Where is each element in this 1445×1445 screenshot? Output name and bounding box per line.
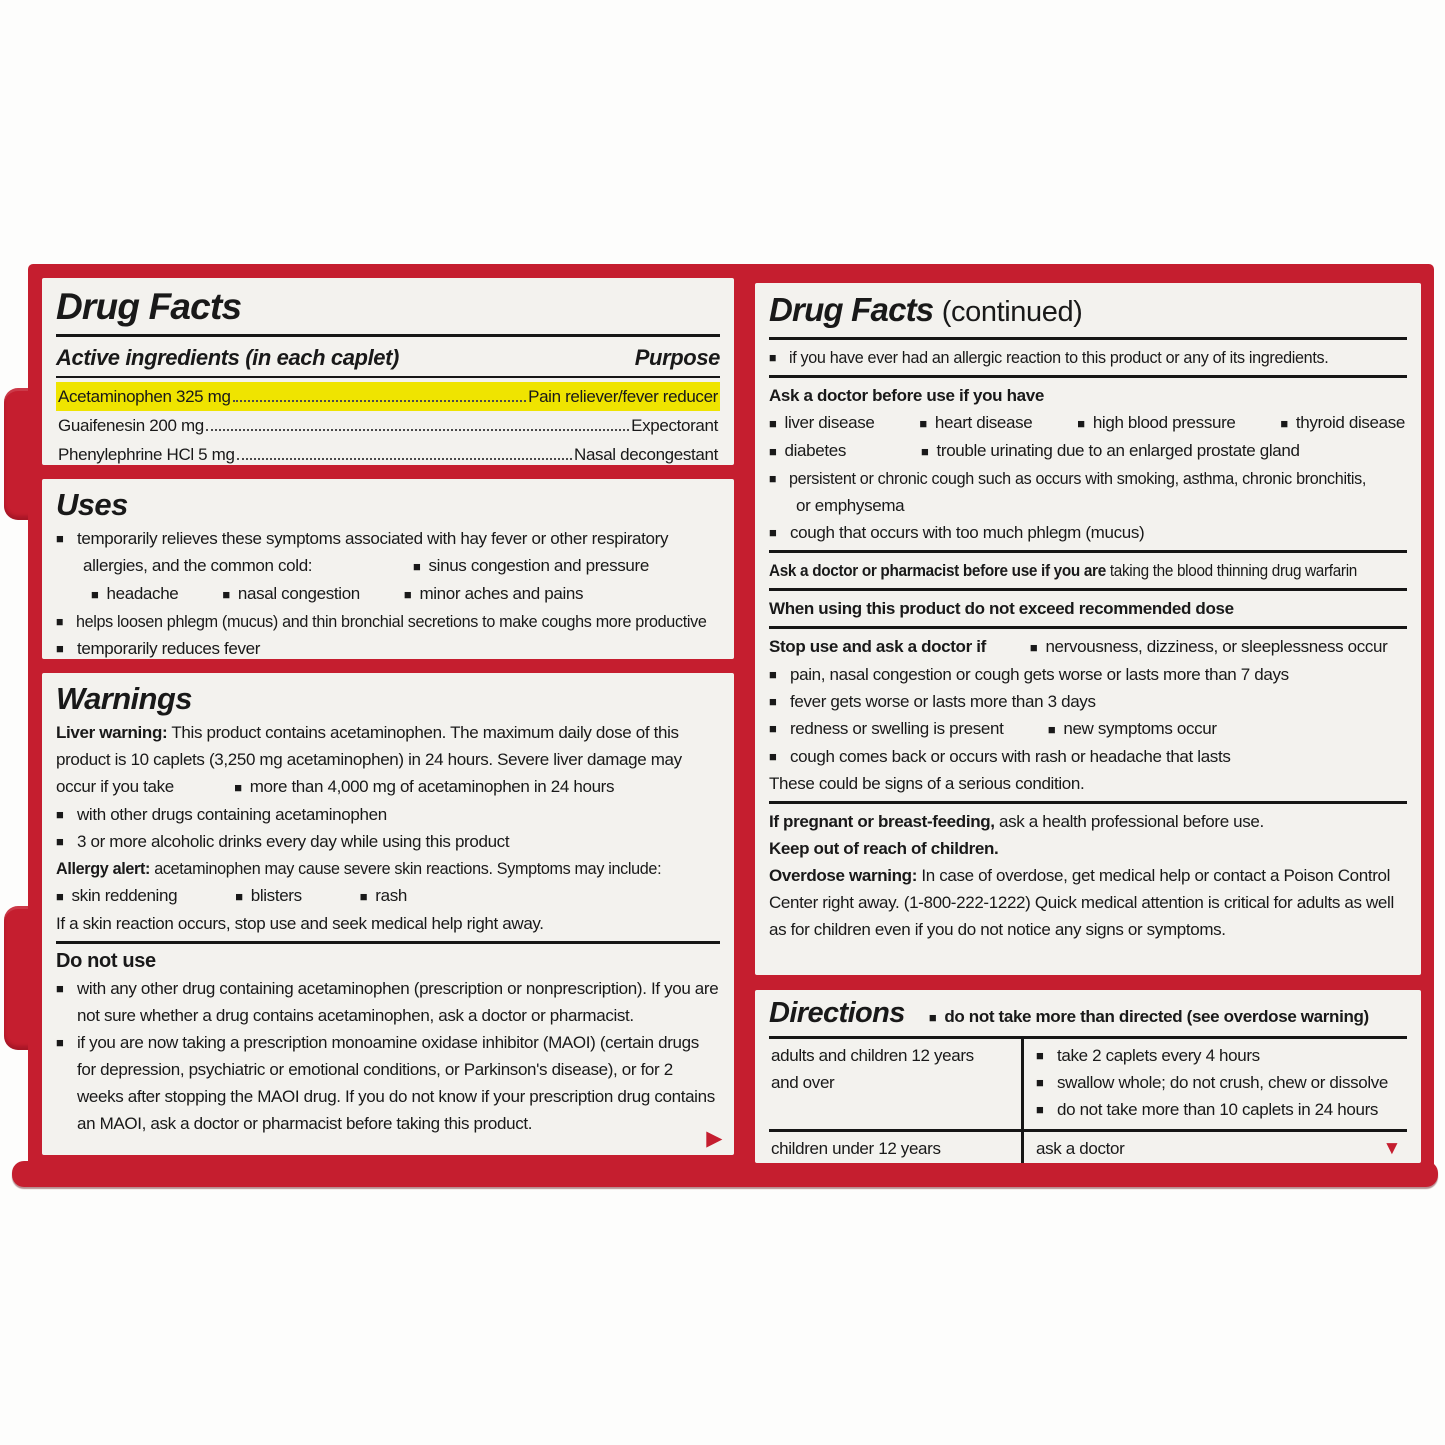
liver-warning-lead: Liver warning:: [56, 723, 168, 742]
symptom-item: ■ blisters: [235, 882, 302, 910]
overdose-warning-paragraph: Overdose warning: In case of overdose, get medical help or contact a Poison Control Center right away. (1-800-222-1222) Quick medical attention is critical for adults as well as for children even if you do not notice any signs or symptoms.: [769, 866, 1394, 939]
do-not-use-heading: Do not use: [56, 950, 156, 972]
stop-use-line: [769, 633, 1407, 661]
skin-reaction-note: If a skin reaction occurs, stop use and seek medical help right away.: [56, 914, 544, 933]
condition-item: ■ thyroid disease: [1280, 409, 1405, 437]
condition-item: ■ diabetes: [769, 437, 921, 465]
condition-item: ■ high blood pressure: [1077, 409, 1235, 437]
directions-table: [769, 1036, 1407, 1163]
ingredient-row-phenylephrine: [56, 440, 720, 465]
liver-warning-paragraph: Liver warning: This product contains acetaminophen. The maximum daily dose of this product is 10 caplets (3,250 mg acetaminophen) in 24 hours. Severe liver damage may: [56, 723, 682, 769]
uses-subitem: ■ headache: [91, 580, 178, 608]
warning-subitem: ■ more than 4,000 mg of acetaminophen in 24 hours: [234, 773, 614, 801]
stop-use-item: ■ new symptoms occur: [1048, 715, 1217, 743]
uses-item: ■ temporarily reduces fever: [56, 635, 720, 659]
uses-subitem: ■ nasal congestion: [222, 580, 360, 608]
stop-use-item: ■ redness or swelling is present ■ new symptoms occur: [769, 715, 1407, 743]
condition-row: [769, 437, 1407, 465]
directions-note: ■ do not take more than directed (see overdose warning): [929, 1003, 1369, 1031]
box-bottom-lip: [12, 1161, 1438, 1187]
condition-item: ■ heart disease: [919, 409, 1032, 437]
divider: [769, 337, 1407, 340]
symptom-item: ■ rash: [360, 882, 407, 910]
continued-label: (continued): [941, 296, 1083, 328]
section-active-ingredients: [42, 278, 734, 465]
pregnant-line: If pregnant or breast-feeding, ask a health professional before use.: [769, 812, 1264, 831]
stop-use-item: ■ pain, nasal congestion or cough gets worse or lasts more than 7 days: [769, 661, 1407, 688]
dotted-leader: [206, 429, 629, 431]
divider: [56, 376, 720, 378]
dosage-instructions: [1021, 1039, 1407, 1129]
right-column: [755, 283, 1421, 1163]
divider: [56, 941, 720, 944]
section-uses: [42, 479, 734, 659]
uses-subitem: ■ sinus congestion and pressure: [413, 552, 649, 580]
directions-row-adults: [769, 1039, 1407, 1129]
uses-item: ■ temporarily relieves these symptoms associated with hay fever or other respiratory: [56, 525, 720, 552]
dosage-group: adults and children 12 years and over: [771, 1046, 974, 1092]
liver-warning-inline-item: occur if you take ■ more than 4,000 mg of acetaminophen in 24 hours: [56, 773, 720, 801]
drug-facts-title: Drug Facts: [56, 286, 242, 327]
symptom-row: [56, 882, 720, 910]
more-below-arrow-icon: ▼: [1382, 1138, 1401, 1159]
condition-item: ■ cough that occurs with too much phlegm (mucus): [769, 519, 1407, 546]
left-column: [42, 278, 734, 1155]
active-ingredients-header: [56, 341, 720, 374]
dosage-item: ■ take 2 caplets every 4 hours: [1036, 1042, 1401, 1069]
divider: [769, 375, 1407, 378]
divider: [769, 626, 1407, 629]
condition-row: [769, 409, 1407, 437]
when-using-heading: When using this product do not exceed recommended dose: [769, 599, 1234, 618]
condition-item: ■ liver disease: [769, 409, 874, 437]
drug-facts-label-panel: [28, 264, 1434, 1176]
dosage-item: ■ do not take more than 10 caplets in 24 hours: [1036, 1096, 1401, 1123]
allergic-reaction-item: ■ if you have ever had an allergic reaction to this product or any of its ingredients.: [769, 344, 1375, 371]
stop-use-item: ■ fever gets worse or lasts more than 3 days: [769, 688, 1407, 715]
section-directions: [755, 990, 1421, 1163]
purpose-heading: Purpose: [634, 345, 720, 370]
overdose-warning-lead: Overdose warning:: [769, 866, 918, 885]
uses-item: ■ helps loosen phlegm (mucus) and thin bronchial secretions to make coughs more productive: [56, 608, 687, 635]
active-ingredients-heading: Active ingredients (in each caplet): [56, 345, 399, 370]
divider: [769, 588, 1407, 591]
uses-item-continuation: allergies, and the common cold: ■ sinus congestion and pressure: [56, 552, 720, 580]
warning-item: ■ 3 or more alcoholic drinks every day while using this product: [56, 828, 720, 855]
do-not-use-item: ■ with any other drug containing acetaminophen (prescription or nonprescription). If you are not sure whether a drug contains acetaminophen, ask a doctor or pharmacist.: [56, 975, 720, 1029]
stop-use-inline-item: ■ nervousness, dizziness, or sleeplessness occur: [1030, 633, 1388, 661]
dotted-leader: [233, 400, 527, 402]
condition-item-continuation: or emphysema: [796, 496, 905, 515]
condition-item: ■ persistent or chronic cough such as occurs with smoking, asthma, chronic bronchitis,: [769, 465, 1375, 492]
divider: [769, 550, 1407, 553]
ingredient-row-guaifenesin: [56, 411, 720, 440]
divider: [769, 801, 1407, 804]
continue-arrow-icon: ▶: [706, 1127, 722, 1150]
serious-condition-note: These could be signs of a serious condition.: [769, 774, 1085, 793]
ingredient-name: Guaifenesin 200 mg: [58, 416, 204, 435]
dosage-group: children under 12 years: [771, 1139, 941, 1158]
section-warnings: [42, 673, 734, 1155]
condition-item: ■ trouble urinating due to an enlarged prostate gland: [921, 437, 1300, 465]
dosage-instructions: ask a doctor ▼: [1021, 1132, 1407, 1163]
ingredient-purpose: Pain reliever/fever reducer: [528, 387, 718, 406]
directions-header: [769, 996, 1407, 1031]
ingredient-purpose: Nasal decongestant: [574, 445, 718, 464]
warnings-title: Warnings: [56, 681, 192, 716]
drug-facts-continued-title: Drug Facts (continued): [769, 291, 1083, 328]
uses-subitem: ■ minor aches and pains: [404, 580, 583, 608]
divider: [56, 334, 720, 337]
stop-use-lead: Stop use and ask a doctor if: [769, 637, 986, 656]
dosage-item: ■ swallow whole; do not crush, chew or dissolve: [1036, 1069, 1401, 1096]
warning-item: ■ with other drugs containing acetaminophen: [56, 801, 720, 828]
keep-out-of-reach-line: Keep out of reach of children.: [769, 839, 999, 858]
allergy-alert-lead: Allergy alert:: [56, 859, 151, 878]
do-not-use-item: ■ if you are now taking a prescription monoamine oxidase inhibitor (MAOI) (certain drugs for depression, psychiatric or emotional conditions, or Parkinson's disease), or for 2 weeks after stopping the MAOI drug. If you do not know if your prescription drug contains an MAOI, ask a doctor or pharmacist before taking this product.: [56, 1029, 720, 1137]
uses-title: Uses: [56, 487, 128, 522]
dotted-leader: [237, 458, 572, 460]
allergy-alert-line: Allergy alert: acetaminophen may cause severe skin reactions. Symptoms may include:: [56, 859, 662, 878]
uses-subitem-row: [56, 580, 720, 608]
ask-pharmacist-line: Ask a doctor or pharmacist before use if you are taking the blood thinning drug warfarin: [769, 561, 1357, 580]
stop-use-item: ■ cough comes back or occurs with rash or headache that lasts: [769, 743, 1407, 770]
ingredient-name: Phenylephrine HCl 5 mg: [58, 445, 235, 464]
ask-doctor-heading: Ask a doctor before use if you have: [769, 386, 1044, 405]
section-drug-facts-continued: [755, 283, 1421, 975]
directions-row-children: [769, 1129, 1407, 1163]
ingredient-row-acetaminophen: [56, 382, 720, 411]
symptom-item: ■ skin reddening: [56, 882, 177, 910]
ingredient-purpose: Expectorant: [631, 416, 718, 435]
ingredient-name: Acetaminophen 325 mg: [58, 387, 231, 406]
directions-title: Directions: [769, 997, 905, 1029]
